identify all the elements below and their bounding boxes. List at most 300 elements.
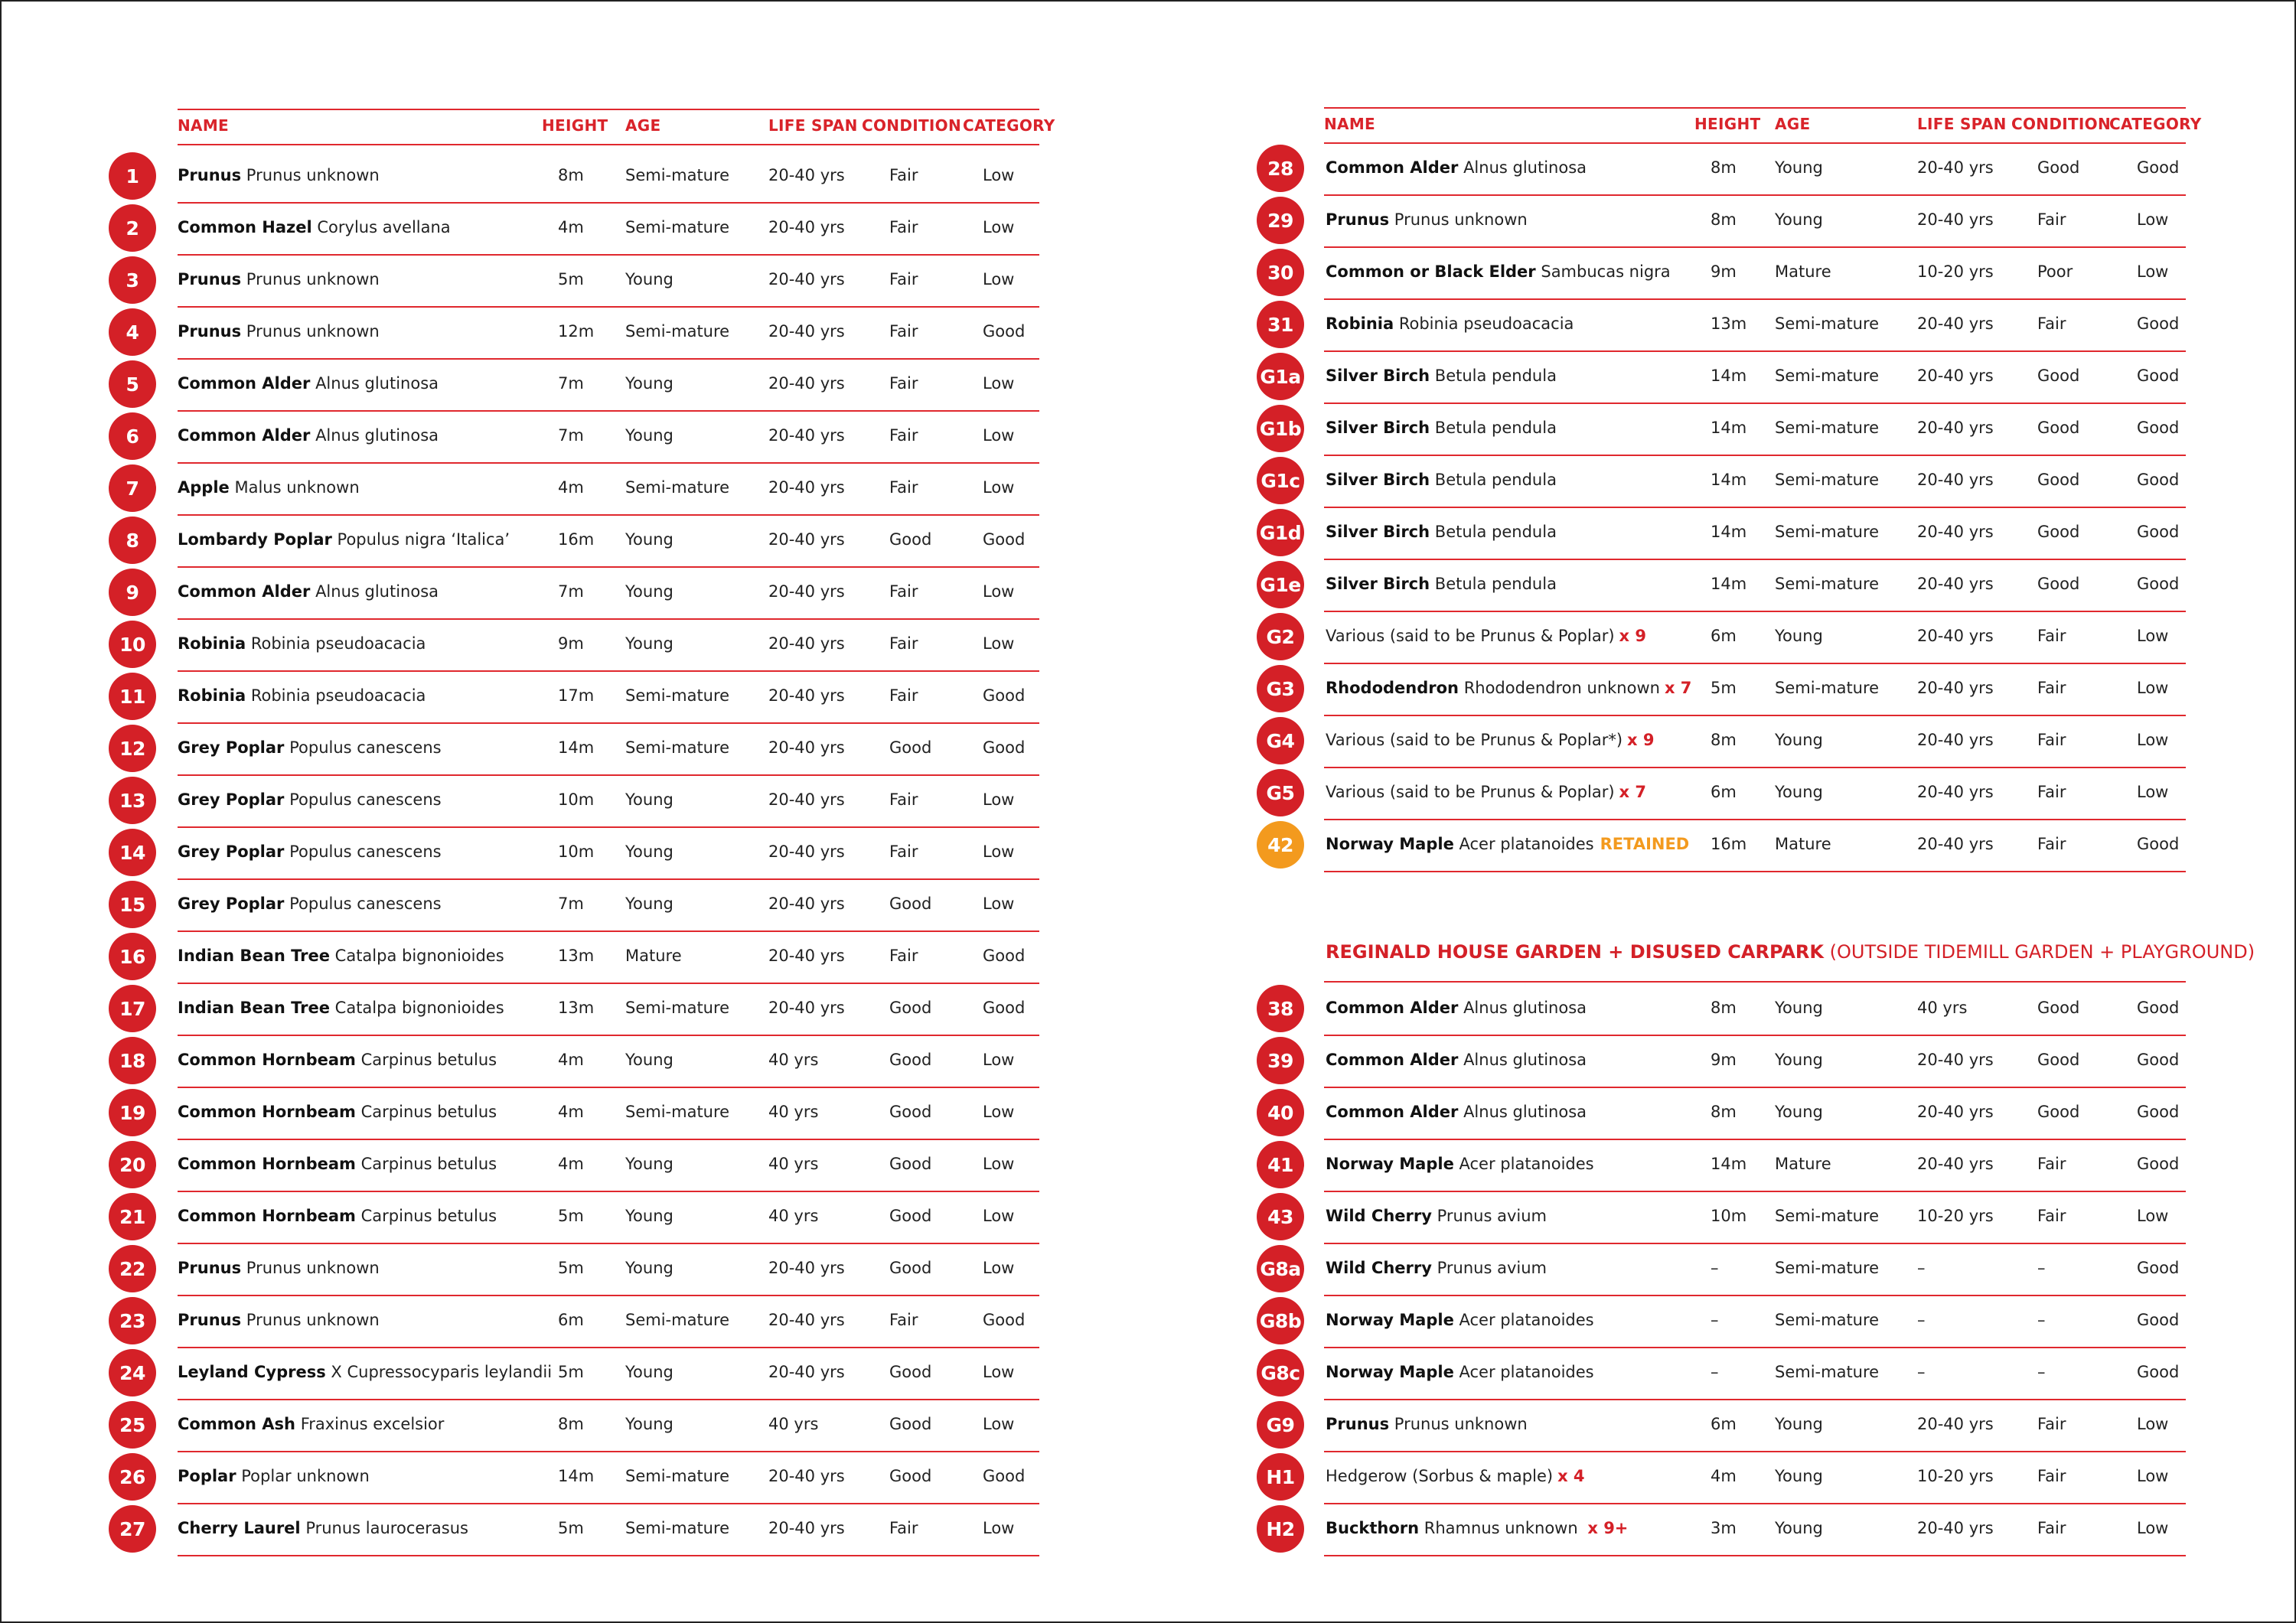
tree-number-badge: 40	[1257, 1089, 1304, 1136]
common-name: Silver Birch	[1326, 523, 1430, 541]
cell-age: Young	[1775, 158, 1823, 177]
cell-height: 7m	[558, 426, 584, 445]
cell-condition: Good	[2037, 367, 2080, 385]
table-row	[178, 1035, 1039, 1088]
column-header-age: AGE	[1775, 115, 1811, 133]
cell-age: Young	[625, 270, 673, 288]
table-row	[178, 670, 1039, 724]
cell-life: 20-40 yrs	[768, 166, 845, 184]
common-name: Prunus	[178, 1311, 242, 1329]
table-row	[178, 1191, 1039, 1244]
tree-name	[1326, 298, 1574, 349]
table-row	[178, 1295, 1039, 1348]
common-name: Common Alder	[1326, 1103, 1459, 1121]
latin-name: Catalpa bignonioides	[334, 999, 504, 1017]
tree-name	[178, 306, 380, 357]
cell-age: Young	[1775, 210, 1823, 229]
table-row	[1324, 350, 2186, 404]
cell-category: Good	[2137, 1051, 2180, 1069]
tree-number-badge: 7	[109, 464, 156, 512]
cell-condition: Poor	[2037, 262, 2073, 281]
tree-name	[178, 1087, 497, 1137]
cell-life: –	[1917, 1259, 1926, 1277]
tree-name	[1326, 1191, 1547, 1241]
common-name: Common Hornbeam	[178, 1051, 356, 1069]
cell-height: 5m	[558, 1207, 584, 1225]
cell-category: Good	[983, 1467, 1026, 1485]
tree-number-badge: 6	[109, 412, 156, 460]
tree-name	[178, 670, 426, 721]
tree-number-badge: 25	[109, 1401, 156, 1449]
cell-age: Semi-mature	[625, 738, 730, 757]
cell-condition: Good	[889, 1155, 932, 1173]
tree-number-badge: 5	[109, 360, 156, 408]
cell-life: 10-20 yrs	[1917, 262, 1994, 281]
cell-condition: Fair	[889, 218, 918, 236]
latin-name: Prunus unknown	[1394, 1415, 1528, 1433]
latin-name: Prunus unknown	[246, 1311, 380, 1329]
tree-name	[1326, 350, 1557, 401]
common-name: Silver Birch	[1326, 419, 1430, 437]
cell-age: Young	[625, 1051, 673, 1069]
latin-name: Acer platanoides	[1459, 1311, 1594, 1329]
cell-life: 20-40 yrs	[1917, 783, 1994, 801]
tree-name	[178, 1451, 370, 1501]
tree-number-badge: 42	[1257, 821, 1304, 869]
latin-name: X Cupressocyparis leylandii	[331, 1363, 553, 1381]
latin-name: Alnus glutinosa	[315, 582, 439, 601]
cell-age: Semi-mature	[625, 218, 730, 236]
table-row	[1324, 1035, 2186, 1088]
tree-name	[178, 930, 504, 981]
cell-life: 20-40 yrs	[768, 426, 845, 445]
column-header-condition: CONDITION	[862, 116, 961, 135]
common-name: Apple	[178, 478, 230, 497]
tree-name	[178, 1399, 444, 1449]
tree-number-badge: 3	[109, 256, 156, 304]
table-row	[1324, 142, 2186, 196]
cell-condition: Fair	[2037, 731, 2066, 749]
cell-height: 6m	[1711, 1415, 1737, 1433]
table-row	[1324, 298, 2186, 352]
tree-number-badge: 13	[109, 777, 156, 824]
cell-condition: Fair	[2037, 210, 2066, 229]
cell-category: Good	[2137, 1311, 2180, 1329]
cell-life: 20-40 yrs	[1917, 1051, 1994, 1069]
table-row	[178, 618, 1039, 672]
tree-number-badge: G8a	[1257, 1245, 1304, 1292]
cell-height: 14m	[558, 738, 595, 757]
cell-age: Young	[625, 790, 673, 809]
cell-category: Good	[2137, 1259, 2180, 1277]
latin-name: Various (said to be Prunus & Poplar)	[1326, 783, 1615, 801]
cell-condition: Fair	[889, 374, 918, 393]
common-name: Common Alder	[178, 426, 311, 445]
cell-life: 20-40 yrs	[768, 530, 845, 549]
cell-height: 4m	[558, 478, 584, 497]
cell-age: Young	[625, 530, 673, 549]
table-row	[1324, 402, 2186, 456]
cell-category: Low	[983, 478, 1015, 497]
cell-life: 20-40 yrs	[768, 947, 845, 965]
table-row	[1324, 715, 2186, 768]
cell-height: 3m	[1711, 1519, 1737, 1537]
tree-number-badge: 23	[109, 1297, 156, 1344]
cell-category: Low	[983, 270, 1015, 288]
cell-category: Good	[983, 1311, 1026, 1329]
cell-height: 4m	[558, 1155, 584, 1173]
cell-life: 20-40 yrs	[1917, 679, 1994, 697]
cell-condition: Good	[889, 1051, 932, 1069]
latin-name: Populus canescens	[289, 790, 442, 809]
cell-height: 5m	[1711, 679, 1737, 697]
latin-name: Prunus laurocerasus	[305, 1519, 468, 1537]
cell-height: 5m	[558, 1519, 584, 1537]
latin-name: Acer platanoides	[1459, 835, 1594, 853]
cell-height: 4m	[558, 1103, 584, 1121]
cell-age: Young	[1775, 627, 1823, 645]
cell-category: Good	[2137, 471, 2180, 489]
left-header-row	[178, 109, 1055, 145]
cell-condition: Good	[2037, 999, 2080, 1017]
common-name: Common Ash	[178, 1415, 295, 1433]
cell-age: Semi-mature	[625, 1103, 730, 1121]
tree-number-badge: G8b	[1257, 1297, 1304, 1344]
tree-name	[1326, 1139, 1594, 1189]
cell-height: 17m	[558, 686, 595, 705]
cell-category: Low	[983, 895, 1015, 913]
cell-condition: Fair	[2037, 1519, 2066, 1537]
cell-height: –	[1711, 1311, 1719, 1329]
table-row	[178, 306, 1039, 360]
common-name: Grey Poplar	[178, 790, 285, 809]
tree-number-badge: 21	[109, 1193, 156, 1240]
cell-condition: Fair	[2037, 783, 2066, 801]
table-row	[178, 1243, 1039, 1296]
tree-name	[1326, 507, 1557, 557]
cell-height: 5m	[558, 270, 584, 288]
tree-name	[178, 1347, 552, 1397]
cell-age: Semi-mature	[1775, 575, 1880, 593]
cell-condition: Fair	[889, 478, 918, 497]
latin-name: Prunus unknown	[246, 322, 380, 341]
table-row	[1324, 767, 2186, 820]
latin-name: Prunus unknown	[246, 270, 380, 288]
cell-life: 20-40 yrs	[768, 1311, 845, 1329]
tree-name	[1326, 1035, 1587, 1085]
cell-condition: –	[2037, 1363, 2046, 1381]
tree-name	[1326, 559, 1557, 609]
cell-age: Young	[625, 842, 673, 861]
latin-name: Sambucas nigra	[1541, 262, 1671, 281]
tree-number-badge: 41	[1257, 1141, 1304, 1188]
cell-category: Low	[2137, 731, 2169, 749]
table-row	[1324, 194, 2186, 248]
table-row	[178, 1139, 1039, 1192]
cell-life: 20-40 yrs	[1917, 471, 1994, 489]
quantity-multiplier: x 9	[1627, 731, 1655, 749]
cell-age: Semi-mature	[1775, 471, 1880, 489]
cell-category: Low	[983, 1207, 1015, 1225]
common-name: Norway Maple	[1326, 1155, 1454, 1173]
latin-name: Carpinus betulus	[360, 1051, 497, 1069]
cell-condition: Good	[889, 738, 932, 757]
cell-life: –	[1917, 1363, 1926, 1381]
table-row	[178, 1399, 1039, 1452]
tree-number-badge: 2	[109, 204, 156, 252]
latin-name: Prunus avium	[1437, 1259, 1547, 1277]
cell-condition: Good	[889, 530, 932, 549]
cell-height: 16m	[1711, 835, 1747, 853]
common-name: Common or Black Elder	[1326, 262, 1536, 281]
common-name: Common Alder	[1326, 1051, 1459, 1069]
common-name: Common Hornbeam	[178, 1207, 356, 1225]
cell-life: 20-40 yrs	[768, 1519, 845, 1537]
latin-name: Betula pendula	[1434, 471, 1557, 489]
table-row	[178, 1087, 1039, 1140]
cell-age: Mature	[1775, 835, 1831, 853]
cell-category: Low	[2137, 210, 2169, 229]
cell-life: 20-40 yrs	[768, 1467, 845, 1485]
table-row	[178, 826, 1039, 880]
cell-height: 6m	[558, 1311, 584, 1329]
cell-life: 40 yrs	[768, 1051, 819, 1069]
cell-category: Low	[983, 582, 1015, 601]
cell-life: 40 yrs	[768, 1155, 819, 1173]
cell-age: Semi-mature	[625, 1311, 730, 1329]
cell-category: Good	[2137, 523, 2180, 541]
cell-life: 40 yrs	[768, 1103, 819, 1121]
cell-age: Semi-mature	[625, 322, 730, 341]
cell-category: Good	[983, 322, 1026, 341]
tree-number-badge: G3	[1257, 665, 1304, 712]
cell-condition: Fair	[889, 686, 918, 705]
common-name: Norway Maple	[1326, 835, 1454, 853]
tree-name	[178, 358, 439, 409]
latin-name: Populus canescens	[289, 842, 442, 861]
tree-number-badge: 29	[1257, 197, 1304, 244]
cell-height: 8m	[558, 1415, 584, 1433]
table-row	[178, 1503, 1039, 1556]
table-row	[178, 202, 1039, 256]
cell-life: 20-40 yrs	[768, 790, 845, 809]
cell-condition: Fair	[889, 947, 918, 965]
cell-life: 10-20 yrs	[1917, 1467, 1994, 1485]
tree-name	[1326, 142, 1587, 193]
tree-name	[1326, 402, 1557, 453]
cell-age: Semi-mature	[625, 1467, 730, 1485]
cell-height: 9m	[1711, 1051, 1737, 1069]
table-row	[178, 566, 1039, 620]
common-name: Common Alder	[178, 582, 311, 601]
cell-age: Young	[625, 1155, 673, 1173]
cell-age: Young	[1775, 1103, 1823, 1121]
retained-tag: RETAINED	[1600, 835, 1690, 853]
tree-name	[178, 566, 439, 617]
common-name: Common Hornbeam	[178, 1103, 356, 1121]
tree-name	[1326, 1295, 1594, 1345]
latin-name: Alnus glutinosa	[1463, 1051, 1587, 1069]
common-name: Grey Poplar	[178, 895, 285, 913]
cell-life: 20-40 yrs	[768, 1363, 845, 1381]
cell-category: Low	[983, 1415, 1015, 1433]
cell-height: 13m	[558, 999, 595, 1017]
cell-condition: Fair	[889, 634, 918, 653]
table-row	[1324, 507, 2186, 560]
cell-age: Young	[625, 895, 673, 913]
cell-height: 14m	[1711, 471, 1747, 489]
cell-life: 20-40 yrs	[768, 374, 845, 393]
latin-name: Alnus glutinosa	[315, 374, 439, 393]
cell-height: 16m	[558, 530, 595, 549]
cell-age: Semi-mature	[1775, 1311, 1880, 1329]
cell-age: Young	[1775, 1467, 1823, 1485]
latin-name: Populus nigra ‘Italica’	[337, 530, 510, 549]
common-name: Grey Poplar	[178, 842, 285, 861]
column-header-height: HEIGHT	[1694, 115, 1761, 133]
tree-name	[1326, 1347, 1594, 1397]
tree-number-badge: 16	[109, 933, 156, 980]
cell-condition: Fair	[2037, 1207, 2066, 1225]
cell-age: Young	[1775, 783, 1823, 801]
cell-condition: Fair	[889, 842, 918, 861]
section-title-normal: (OUTSIDE TIDEMILL GARDEN + PLAYGROUND)	[1829, 941, 2255, 963]
cell-category: Good	[983, 738, 1026, 757]
tree-name	[178, 983, 504, 1033]
cell-age: Semi-mature	[1775, 1363, 1880, 1381]
latin-name: Prunus unknown	[246, 166, 380, 184]
cell-height: –	[1711, 1363, 1719, 1381]
latin-name: Hedgerow (Sorbus & maple)	[1326, 1467, 1554, 1485]
cell-height: 10m	[558, 842, 595, 861]
column-header-name: NAME	[1324, 115, 1375, 133]
tree-number-badge: 10	[109, 621, 156, 668]
latin-name: Carpinus betulus	[360, 1207, 497, 1225]
cell-category: Good	[2137, 158, 2180, 177]
cell-life: 20-40 yrs	[1917, 367, 1994, 385]
cell-age: Semi-mature	[1775, 367, 1880, 385]
cell-condition: Fair	[2037, 679, 2066, 697]
tree-name	[178, 722, 442, 773]
cell-category: Good	[983, 999, 1026, 1017]
cell-condition: Good	[2037, 1103, 2080, 1121]
tree-name	[1326, 1399, 1528, 1449]
tree-name	[178, 1139, 497, 1189]
cell-age: Young	[1775, 999, 1823, 1017]
cell-condition: Good	[889, 1207, 932, 1225]
cell-life: 20-40 yrs	[768, 842, 845, 861]
cell-height: 7m	[558, 582, 584, 601]
cell-life: 20-40 yrs	[1917, 835, 1994, 853]
cell-height: 13m	[558, 947, 595, 965]
tree-number-badge: 17	[109, 985, 156, 1032]
cell-category: Good	[2137, 1103, 2180, 1121]
common-name: Silver Birch	[1326, 471, 1430, 489]
cell-life: 40 yrs	[1917, 999, 1968, 1017]
cell-condition: Fair	[889, 1311, 918, 1329]
cell-age: Mature	[1775, 1155, 1831, 1173]
cell-life: 20-40 yrs	[768, 895, 845, 913]
latin-name: Populus canescens	[289, 738, 442, 757]
table-row	[1324, 1451, 2186, 1504]
common-name: Prunus	[1326, 210, 1390, 229]
common-name: Silver Birch	[1326, 367, 1430, 385]
common-name: Grey Poplar	[178, 738, 285, 757]
table-row	[1324, 611, 2186, 664]
cell-life: 20-40 yrs	[1917, 314, 1994, 333]
cell-age: Young	[625, 634, 673, 653]
latin-name: Malus unknown	[234, 478, 360, 497]
cell-category: Low	[2137, 1467, 2169, 1485]
tree-name	[178, 150, 380, 200]
cell-age: Semi-mature	[1775, 523, 1880, 541]
tree-number-badge: G4	[1257, 717, 1304, 764]
latin-name: Populus canescens	[289, 895, 442, 913]
tree-name	[1326, 246, 1671, 297]
cell-category: Low	[983, 842, 1015, 861]
cell-height: 8m	[1711, 731, 1737, 749]
cell-age: Semi-mature	[1775, 419, 1880, 437]
tree-name	[178, 774, 442, 825]
cell-condition: Good	[889, 999, 932, 1017]
tree-number-badge: H2	[1257, 1505, 1304, 1553]
cell-life: 20-40 yrs	[768, 999, 845, 1017]
tree-name	[178, 514, 510, 565]
tree-number-badge: G1a	[1257, 353, 1304, 400]
tree-number-badge: G1e	[1257, 561, 1304, 608]
cell-age: Semi-mature	[625, 478, 730, 497]
latin-name: Alnus glutinosa	[1463, 1103, 1587, 1121]
table-row	[1324, 1399, 2186, 1452]
table-row	[1324, 1347, 2186, 1400]
cell-category: Good	[2137, 575, 2180, 593]
column-header-life-span: LIFE SPAN	[768, 116, 858, 135]
common-name: Common Alder	[178, 374, 311, 393]
latin-name: Robinia pseudoacacia	[1398, 314, 1574, 333]
common-name: Robinia	[1326, 314, 1394, 333]
cell-age: Young	[1775, 1415, 1823, 1433]
cell-age: Young	[625, 374, 673, 393]
common-name: Cherry Laurel	[178, 1519, 301, 1537]
latin-name: Alnus glutinosa	[1463, 999, 1587, 1017]
cell-condition: Good	[2037, 419, 2080, 437]
latin-name: Robinia pseudoacacia	[250, 634, 426, 653]
latin-name: Betula pendula	[1434, 419, 1557, 437]
latin-name: Catalpa bignonioides	[334, 947, 504, 965]
tree-name	[1326, 611, 1646, 661]
section-title-bold: REGINALD HOUSE GARDEN + DISUSED CARPARK	[1326, 941, 1825, 963]
tree-name	[1326, 455, 1557, 505]
table-row	[178, 878, 1039, 932]
cell-age: Semi-mature	[1775, 1207, 1880, 1225]
quantity-multiplier: x 4	[1557, 1467, 1585, 1485]
cell-height: 14m	[1711, 419, 1747, 437]
table-row	[178, 358, 1039, 412]
tree-number-badge: H1	[1257, 1453, 1304, 1501]
table-row	[178, 930, 1039, 984]
common-name: Robinia	[178, 634, 246, 653]
table-row	[178, 410, 1039, 464]
table-row	[178, 774, 1039, 828]
quantity-multiplier: x 7	[1664, 679, 1692, 697]
cell-condition: Good	[889, 1259, 932, 1277]
column-header-age: AGE	[625, 116, 661, 135]
common-name: Wild Cherry	[1326, 1207, 1432, 1225]
cell-age: Semi-mature	[1775, 679, 1880, 697]
common-name: Leyland Cypress	[178, 1363, 326, 1381]
cell-height: 8m	[1711, 1103, 1737, 1121]
column-header-category: CATEGORY	[2109, 115, 2202, 133]
